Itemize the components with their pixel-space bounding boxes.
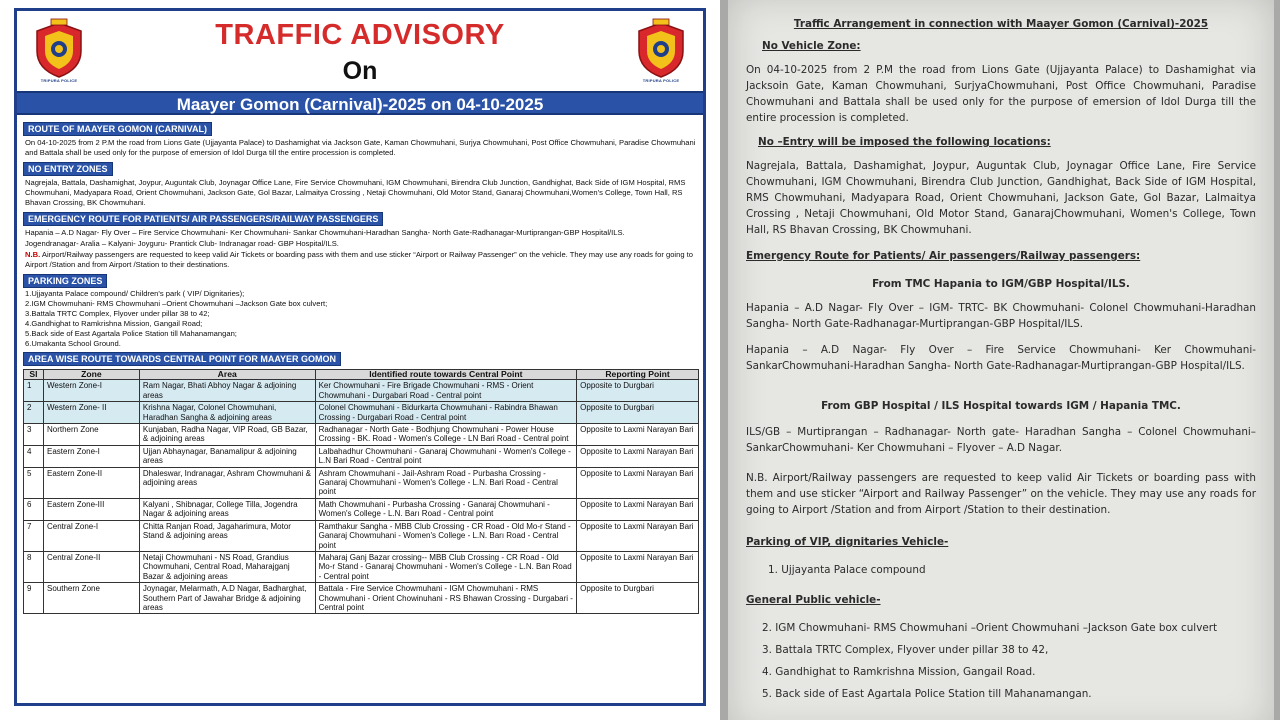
table-row [24,380,699,402]
cell-sl: 9 [24,583,44,614]
cell-area: Ujjan Abhaynagar, Banamalipur & adjoining areas [139,445,315,467]
cell-sl: 2 [24,402,44,424]
cell-route: Radhanagar - North Gate - Bodhjung Chowmuhani - Power House Crossing - BK. Road - Women's College - LN Bari Road - Central point [315,424,577,446]
cell-zone: Central Zone-I [43,520,139,551]
public-parking-item: 3. Battala TRTC Complex, Flyover under pillar 38 to 42, [762,644,1049,656]
public-parking-item: 2. IGM Chowmuhani- RMS Chowmuhani –Orient Chowmuhani –Jackson Gate box culvert [762,622,1218,634]
nb-note [25,250,699,270]
emergency-route-b: Hapania – A.D Nagar- Fly Over – Fire Service Chowmuhani- Ker Chowmuhani- SankarChowmuhani-Haradhan Sangha- North Gate-Radhanagar-Murtiprangan-GBP Hospital/ILS. [746,344,1256,372]
from-gbp-heading: From GBP Hospital / ILS Hospital towards IGM / Hapania TMC. [821,400,1181,412]
cell-sl: 3 [24,424,44,446]
parking-list [23,289,699,349]
col-header-sl: Sl [24,370,44,380]
table-row [24,445,699,467]
cell-route: Ker Chowmuhani - Fire Brigade Chowmuhani - RMS - Orient Chowmuhani - Durgabari Road - Central point [315,380,577,402]
parking-item: 2.IGM Chowmuhani- RMS Chowmuhani –Orient Chowmuhani –Jackson Gate box culvert; [25,299,328,308]
parking-item: 1.Ujjayanta Palace compound/ Children's park ( VIP/ Dignitaries); [25,289,245,298]
table-row [24,551,699,582]
parking-item: 3.Battala TRTC Complex, Flyover under pillar 38 to 42; [25,309,210,318]
event-banner: Maayer Gomon (Carnival)-2025 on 04-10-2025 [17,91,703,115]
cell-reporting: Opposite to Durgbari [577,380,699,402]
route-heading: ROUTE OF MAAYER GOMON (CARNIVAL) [23,122,212,136]
advisory-poster [14,8,706,706]
cell-reporting: Opposite to Laxmi Narayan Bari [577,520,699,551]
public-parking-item: 5. Back side of East Agartala Police Station till Mahanamangan. [762,688,1092,700]
cell-route: Maharaj Ganj Bazar crossing-- MBB Club Crossing - CR Road - Old Mo-r Stand - Ganaraj Chowmuhani - Women's College - L.N. Ban Road - Central point [315,551,577,582]
col-header-route: Identified route towards Central Point [315,370,577,380]
emergency-heading: Emergency Route for Patients/ Air passengers/Railway passengers: [746,250,1141,262]
parking-item: 5.Back side of East Agartala Police Station till Mahanamangan; [25,329,237,338]
emergency-heading: EMERGENCY ROUTE FOR PATIENTS/ AIR PASSENGERS/RAILWAY PASSENGERS [23,212,383,226]
public-parking-heading: General Public vehicle- [746,594,881,606]
advisory-title: TRAFFIC ADVISORY [215,19,505,51]
no-entry-text: Nagrejala, Battala, Dashamighat, Joypur, Auguntak Club, Joynagar Office Lane, Fire Service Chowmuhani, IGM Chowmuhani, Birendra Club Junction, Gandhighat, Back Side of IGM Hospital, RMS Chowmuhani, Madyapara Road, Orient Chowmuhani, Jackson Gate, Gol Bazar, Lalmaitya Crossing , Netaji Chowmuhani, Old Motor Stand, GanarajChowmuhani, Women's College, Town Hall, RS Bhavan Crossing, BK Chowmuhani. [746,160,1256,236]
area-route-heading: AREA WISE ROUTE TOWARDS CENTRAL POINT FOR MAAYER GOMON [23,352,341,366]
emergency-route-a: Hapania – A.D Nagar- Fly Over – IGM- TRTC- BK Chowmuhani- Colonel Chowmuhani-Haradhan Sangha- North Gate-Radhanagar-Murtiprangan-GBP Hospital/ILS. [746,302,1256,330]
cell-sl: 8 [24,551,44,582]
no-entry-text: Nagrejala, Battala, Dashamighat, Joypur, Auguntak Club, Joynagar Office Lane, Fire Service Chowmuhani, IGM Chowmuhani, Birendra Club Junction, Gandhighat, Back Side of IGM Hospital, RMS Chowmuhani, Madyapara Road, Orient Chowmuhani, Jackson Gate, Gol Bazar, Lalmaitya Crossing , Netaji Chowmuhani, Old Motor Stand, Ganaraj Chowmuhani,Women's College, Town Hall, RS Bhavan Crossing, BK Chowmuhani. [25,178,686,207]
cell-sl: 5 [24,467,44,498]
letter-title: Traffic Arrangement in connection with Maayer Gomon (Carnival)-2025 [793,18,1209,30]
cell-zone: Western Zone-I [43,380,139,402]
cell-route: Battala - Fire Service Chowmuhani - IGM Chowmuhani - RMS Chowmuhani - Orient Chowinuhani - RS Bhawan Crossing - Durgabari - Central point [315,583,577,614]
vip-parking-heading: Parking of VIP, dignitaries Vehicle- [746,536,949,548]
cell-reporting: Opposite to Durgbari [577,402,699,424]
cell-area: Dhaleswar, Indranagar, Ashram Chowmuhani & adjoining areas [139,467,315,498]
cell-area: Joynagar, Melarmath, A.D Nagar, Badharghat, Southern Part of Jawahar Bridge & adjoining areas [139,583,315,614]
nb-label: N.B. [25,250,41,259]
cell-route: Colonel Chowmuhani - Bidurkarta Chowmuhani - Rabindra Bhawan Crossing - Durgabari Road - Central point [315,402,577,424]
table-header-row [24,370,699,380]
vip-parking-item: 1. Ujjayanta Palace compound [768,564,926,576]
table-row [24,520,699,551]
parking-item: 6.Umakanta School Ground. [25,339,121,348]
table-row [24,498,699,520]
route-text: On 04-10-2025 from 2 P.M the road from Lions Gate (Ujjayanta Palace) to Dashamighat via Jackson Gate, Kaman Chowmuhani, Surjya Chowmuhani, Post Office Chowmuhani, Paradise Chowmuhani and Battala shall be used only for the purpose of emersion of Idol Durga till the entire procession is completed. [25,138,696,157]
cell-area: Netaji Chowmuhani - NS Road, Grandius Chowmuhani, Central Road, Maharajganj Bazar & adjoining areas [139,551,315,582]
cell-zone: Eastern Zone-III [43,498,139,520]
table-row [24,467,699,498]
letter-paper [728,0,1274,720]
col-header-reporting: Reporting Point [577,370,699,380]
cell-sl: 4 [24,445,44,467]
cell-reporting: Opposite to Laxmi Narayan Bari [577,467,699,498]
emblem-caption: TRIPURA POLICE [40,78,78,83]
col-header-area: Area [139,370,315,380]
parking-heading: PARKING ZONES [23,274,107,288]
cell-reporting: Opposite to Laxmi Narayan Bari [577,445,699,467]
no-vehicle-heading: No Vehicle Zone: [762,40,861,52]
emblem-caption: TRIPURA POLICE [642,78,680,83]
table-row [24,402,699,424]
cell-reporting: Opposite to Durgbari [577,583,699,614]
cell-area: Krishna Nagar, Colonel Chowmuhani, Haradhan Sangha & adjoining areas [139,402,315,424]
no-entry-heading: NO ENTRY ZONES [23,162,113,176]
table-row [24,424,699,446]
cell-area: Ram Nagar, Bhati Abhoy Nagar & adjoining areas [139,380,315,402]
cell-zone: Eastern Zone-II [43,467,139,498]
table-row [24,583,699,614]
cell-route: Ashram Chowmuhani - Jail-Ashram Road - Purbasha Crossing - Ganaraj Chowmuhani - Women's College - L.N. Bari Road - Central point [315,467,577,498]
letter-photo-panel [720,0,1280,720]
advisory-on-word: On [342,57,378,85]
cell-route: Math Chowmuhani - Purbasha Crossing - Ganaraj Chowmuhani - Women's College - L.N. Barı Road - Central point [315,498,577,520]
emergency-route-1: Hapania – A.D Nagar- Fly Over – Fire Service Chowmuhani- Ker Chowmuhani- Sankar Chowmuhani-Haradhan Sangha- North Gate-Radhanagar-Murtiprangan-GBP Hospital/ILS. [25,228,625,237]
cell-area: Kunjaban, Radha Nagar, VIP Road, GB Bazar, & adjoining areas [139,424,315,446]
emergency-route-2: Jogendranagar- Aralia – Kalyani- Joyguru- Prantick Club- Indranagar road- GBP Hospital/ILS. [25,239,339,248]
public-parking-item: 4. Gandhighat to Ramkrishna Mission, Gangail Road. [762,666,1036,678]
letter-nb-note: N.B. Airport/Railway passengers are requested to keep valid Air Tickets or boarding pass with them and use sticker “Airport and Railway Passenger” on the vehicle. They may use any roads for going to Airport /Station and from Airport /Station to their destination. [746,472,1256,516]
cell-reporting: Opposite to Laxmi Narayan Bari [577,424,699,446]
cell-reporting: Opposite to Laxmi Narayan Bari [577,551,699,582]
cell-reporting: Opposite to Laxmi Narayan Bari [577,498,699,520]
cell-sl: 7 [24,520,44,551]
cell-route: Ramthakur Sangha - MBB Club Crossing - CR Road - Old Mo-r Stand - Ganaraj Chowmuhani - Women's College - L.N. Barı Road - Central point [315,520,577,551]
emergency-route-c: ILS/GB – Murtiprangan – Radhanagar- North gate- Haradhan Sangha – Colonel Chowmuhani– SankarChowmuhani- Ker Chowmuhani – Flyover – A.D Nagar. [746,426,1256,454]
cell-zone: Southern Zone [43,583,139,614]
cell-zone: Central Zone-II [43,551,139,582]
from-tmc-heading: From TMC Hapania to IGM/GBP Hospital/ILS. [872,278,1130,290]
cell-zone: Northern Zone [43,424,139,446]
cell-sl: 6 [24,498,44,520]
cell-area: Kalyani , Shibnagar, College Tilla, Jogendra Nagar & adjoining areas [139,498,315,520]
cell-area: Chitta Ranjan Road, Jagaharimura, Motor Stand & adjoining areas [139,520,315,551]
no-vehicle-text: On 04-10-2025 from 2 P.M the road from Lions Gate (Ujjayanta Palace) to Dashamighat via Jacksoin Gate, Kaman Chowmuhani, SurjyaChowmuhani, Post Office Chowmuhani, Paradise Chowmuhani and Battala shall be used only for the purpose of emersion of Idol Durga till the entire procession is completed. [746,64,1256,124]
parking-item: 4.Gandhighat to Ramkrishna Mission, Gangail Road; [25,319,203,328]
cell-zone: Western Zone- II [43,402,139,424]
cell-route: Lalbahadhur Chowmuhani - Ganaraj Chowmuhani - Women's College - L.N Bari Road - Central point [315,445,577,467]
nb-text: Airport/Railway passengers are requested to keep valid Air Tickets or boarding pass with them and use sticker “Airport or Railway Passenger” on the vehicle. They may use any roads for going to Airport /Station and from Airport /Station to their destinations. [25,250,694,269]
advisory-body [23,119,699,614]
zone-route-table [23,369,699,614]
no-entry-heading: No –Entry will be imposed the following locations: [758,136,1051,148]
cell-zone: Eastern Zone-I [43,445,139,467]
cell-sl: 1 [24,380,44,402]
col-header-zone: Zone [43,370,139,380]
